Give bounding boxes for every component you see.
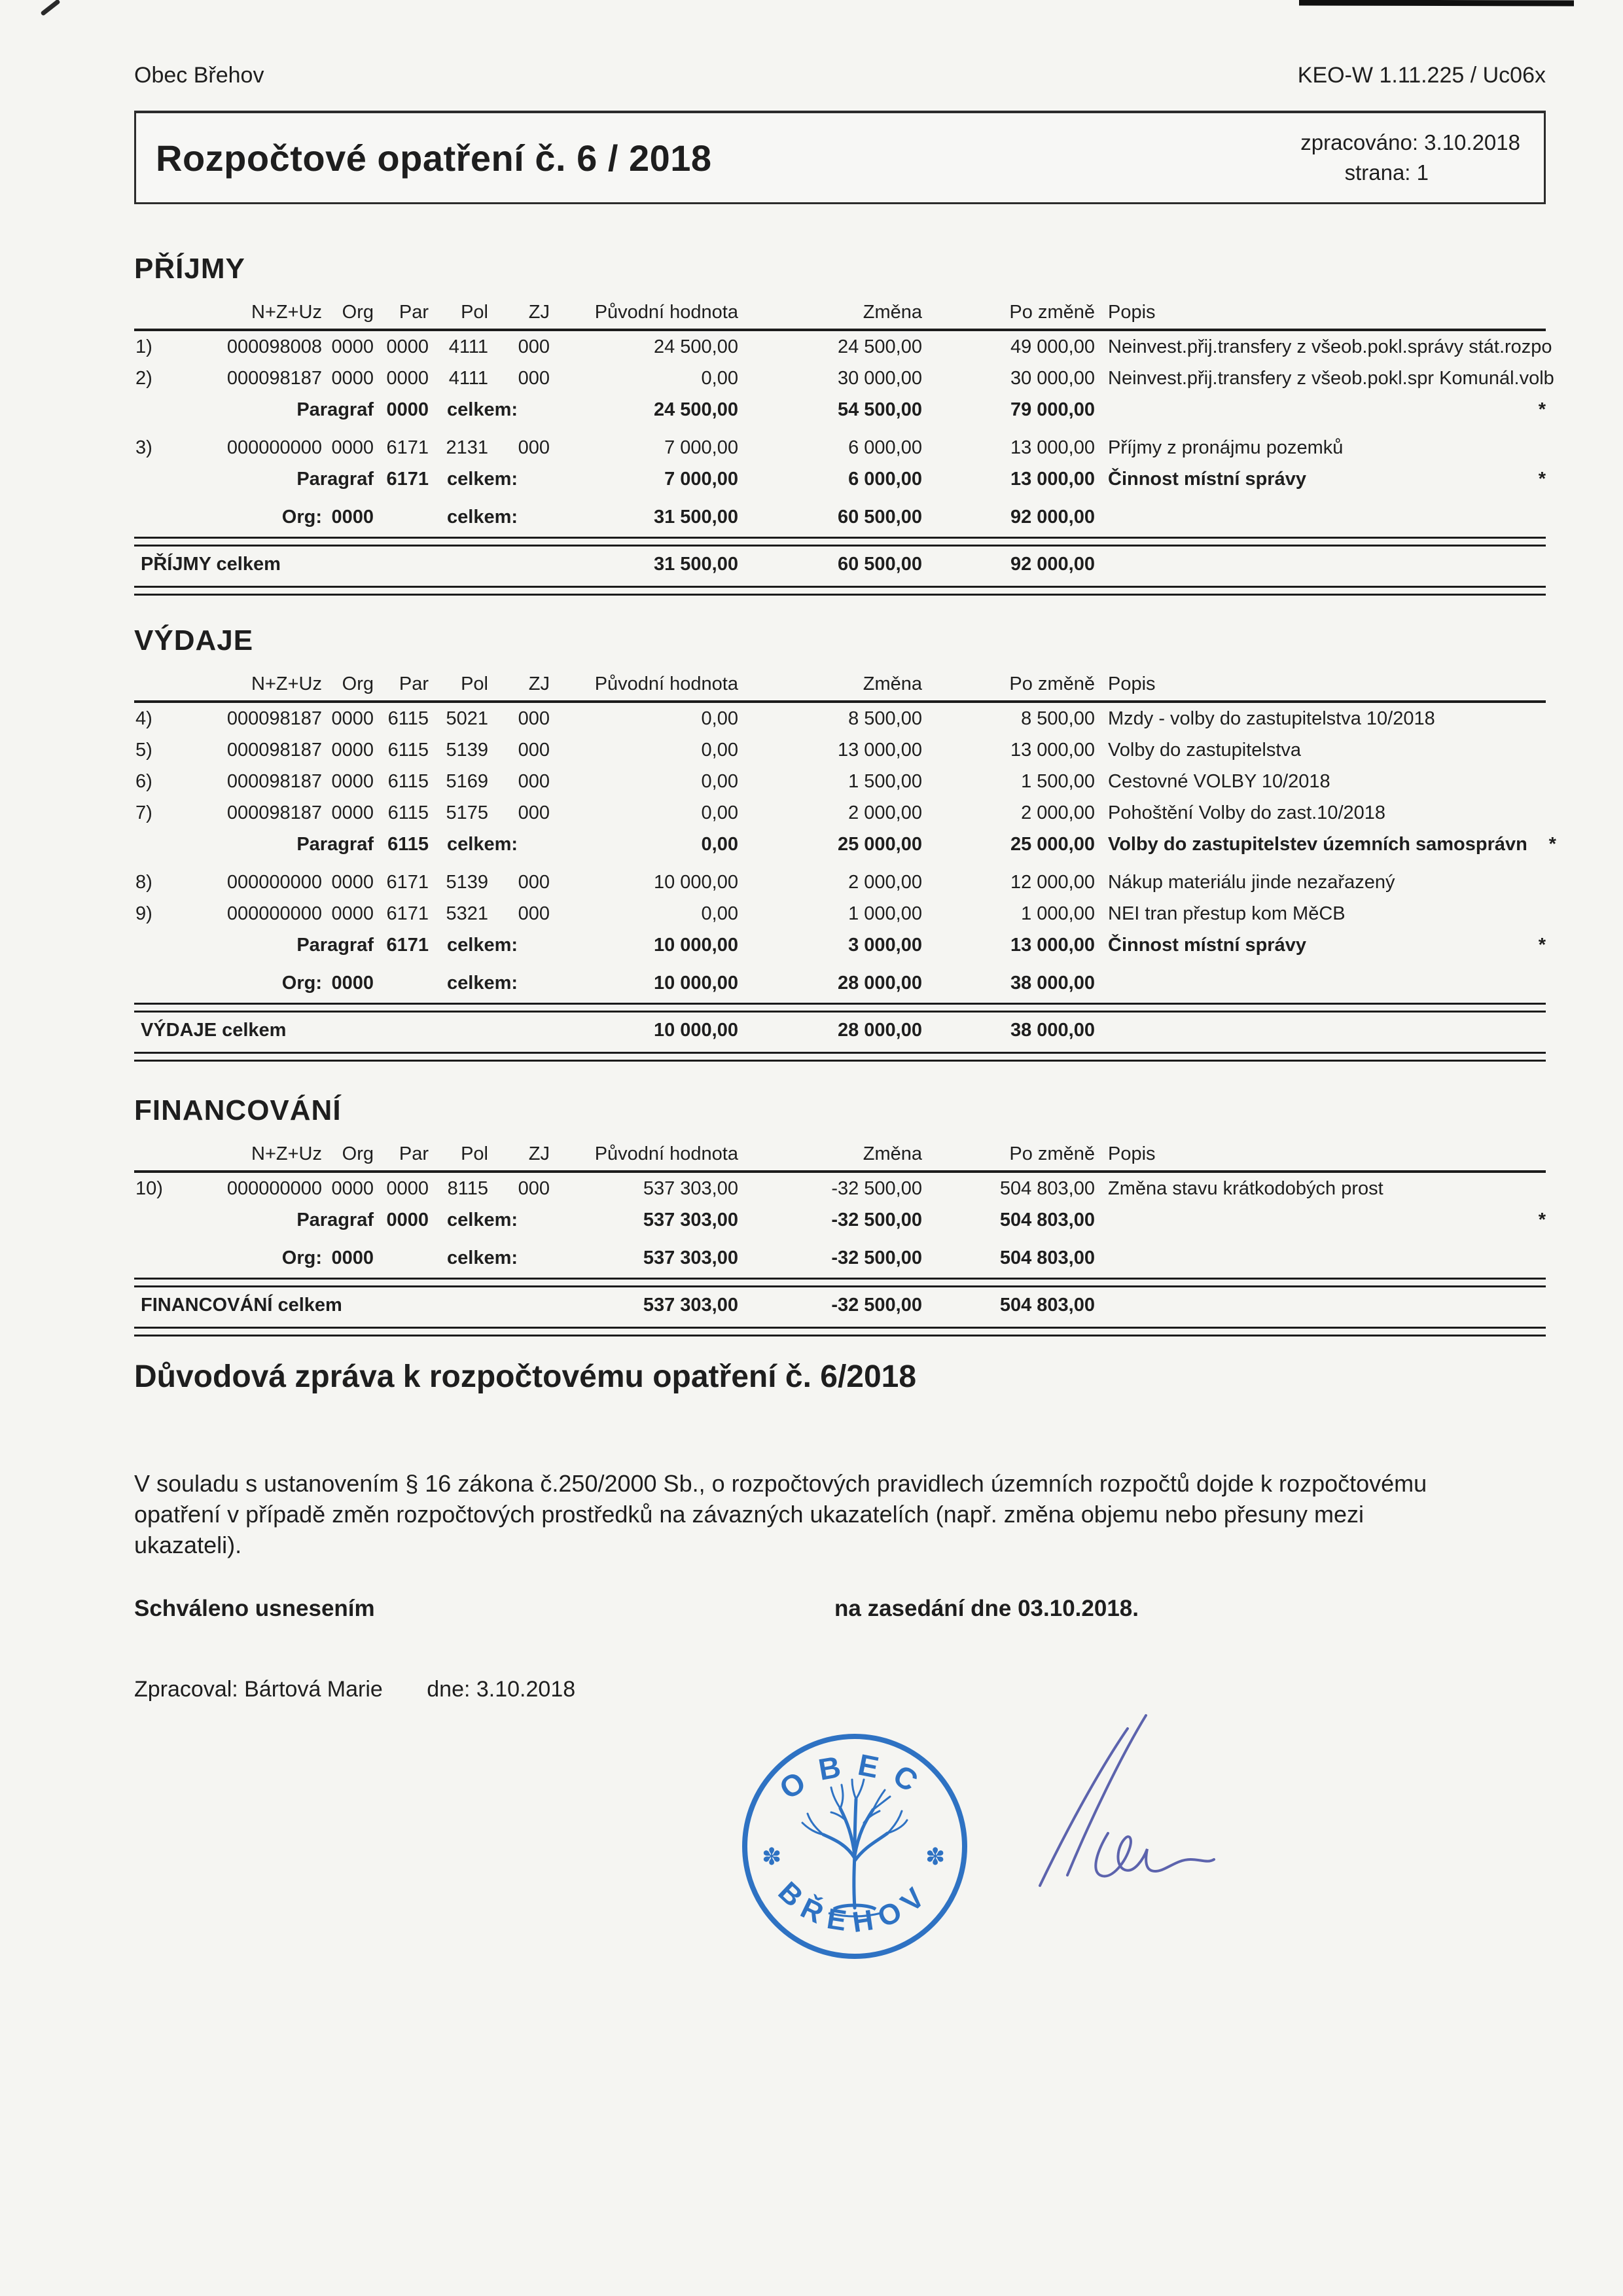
- zmena-value: -32 500,00: [831, 1177, 922, 1199]
- popis-value: Volby do zastupitelstva: [1108, 739, 1302, 761]
- approval-line: [134, 1596, 1546, 1626]
- col-org: Org: [342, 673, 374, 694]
- stamp-text-top: OBEC: [773, 1747, 936, 1806]
- pozmene-value: 13 000,00: [1010, 739, 1095, 761]
- paragraf-label: Paragraf: [296, 399, 374, 420]
- puvodni-value: 0,00: [701, 739, 738, 761]
- row-number: 7): [135, 802, 152, 823]
- pol-value: 4111: [448, 367, 488, 389]
- zmena-value: 25 000,00: [837, 833, 922, 855]
- puvodni-value: 0,00: [701, 903, 738, 924]
- col-nzuz: N+Z+Uz: [251, 673, 322, 694]
- zmena-value: 6 000,00: [848, 437, 922, 458]
- paragraf-subtotal-row: [134, 463, 1546, 495]
- zmena-value: -32 500,00: [831, 1209, 922, 1230]
- nzuz-value: 000098187: [226, 770, 322, 792]
- zmena-value: 28 000,00: [837, 972, 922, 994]
- processed-date: zpracováno: 3.10.2018: [1300, 130, 1520, 154]
- paragraf-subtotal-row: [134, 929, 1546, 961]
- prepared-by: Zpracoval: Bártová Marie: [134, 1677, 383, 1702]
- org-subtotal-row: [134, 967, 1546, 999]
- zmena-value: 54 500,00: [837, 399, 922, 420]
- popis-value: Činnost místní správy: [1108, 468, 1306, 490]
- binding-asterisk: *: [1538, 934, 1546, 956]
- pozmene-value: 504 803,00: [999, 1177, 1095, 1199]
- puvodni-value: 10 000,00: [653, 972, 738, 994]
- col-puvodni: Původní hodnota: [594, 301, 738, 323]
- approved-label: Schváleno usnesením: [134, 1596, 375, 1621]
- nzuz-value: 000000000: [226, 1177, 322, 1199]
- pol-value: 2131: [446, 437, 488, 458]
- pozmene-value: 504 803,00: [999, 1247, 1095, 1268]
- popis-value: Činnost místní správy: [1108, 934, 1306, 956]
- puvodni-value: 0,00: [701, 770, 738, 792]
- pozmene-value: 49 000,00: [1010, 336, 1095, 357]
- zmena-value: -32 500,00: [831, 1247, 922, 1268]
- row-number: 5): [135, 739, 152, 761]
- stamp-and-signature-area: [134, 1730, 1546, 2005]
- row-number: 4): [135, 708, 152, 729]
- report-paragraph: V souladu s ustanovením § 16 zákona č.250/2000 Sb., o rozpočtových pravidlech územních rozpočtů dojde k rozpočtovému opatření v případě změn rozpočtových prostředků na závazných ukazatelích (např. změna objemu nebo přesuny mezi ukazateli).: [134, 1470, 1427, 1558]
- puvodni-value: 0,00: [701, 833, 738, 855]
- section-total-label: FINANCOVÁNÍ celkem: [141, 1294, 342, 1316]
- col-pol: Pol: [461, 1143, 488, 1164]
- stamp-rosette-left: ✽: [762, 1843, 782, 1870]
- org-value: 0000: [331, 871, 374, 893]
- paragraf-label: Paragraf: [296, 934, 374, 956]
- celkem-label: celkem:: [447, 934, 518, 956]
- puvodni-value: 10 000,00: [653, 934, 738, 956]
- col-pol: Pol: [461, 673, 488, 694]
- par-value: 6115: [387, 739, 429, 761]
- pol-value: 5021: [446, 708, 488, 729]
- document-title: Rozpočtové opatření č. 6 / 2018: [156, 137, 712, 179]
- zmena-value: 1 000,00: [848, 903, 922, 924]
- puvodni-value: 0,00: [701, 802, 738, 823]
- zj-value: 000: [518, 739, 550, 761]
- par-value: 6115: [387, 708, 429, 729]
- nzuz-value: 000000000: [226, 437, 322, 458]
- table-row: [134, 432, 1546, 463]
- session-date: na zasedání dne 03.10.2018.: [834, 1596, 1139, 1621]
- puvodni-value: 7 000,00: [664, 468, 738, 490]
- col-zj: ZJ: [528, 1143, 550, 1164]
- par-value: 0000: [386, 336, 429, 357]
- par-value: 6171: [386, 437, 429, 458]
- stamp-text-bottom: BŘEHOV: [772, 1875, 938, 1939]
- puvodni-value: 24 500,00: [653, 336, 738, 357]
- popis-value: Cestovné VOLBY 10/2018: [1108, 770, 1330, 792]
- binding-asterisk: *: [1548, 833, 1556, 855]
- par-value: 6115: [387, 770, 429, 792]
- section-rule: [134, 586, 1546, 596]
- par-value: 6115: [387, 833, 429, 855]
- puvodni-value: 0,00: [701, 367, 738, 389]
- popis-value: Nákup materiálu jinde nezařazený: [1108, 871, 1395, 893]
- pozmene-value: 38 000,00: [1010, 1019, 1095, 1041]
- zmena-value: 1 500,00: [848, 770, 922, 792]
- pozmene-value: 504 803,00: [999, 1294, 1095, 1316]
- zmena-value: 30 000,00: [837, 367, 922, 389]
- col-zmena: Změna: [863, 1143, 922, 1164]
- par-value: 0000: [386, 1177, 429, 1199]
- tree-icon: [823, 1799, 887, 1908]
- puvodni-value: 10 000,00: [653, 871, 738, 893]
- col-org: Org: [342, 1143, 374, 1164]
- zj-value: 000: [518, 437, 550, 458]
- pozmene-value: 92 000,00: [1010, 506, 1095, 528]
- par-value: 6171: [386, 934, 429, 956]
- org-value: 0000: [331, 903, 374, 924]
- pozmene-value: 25 000,00: [1010, 833, 1095, 855]
- col-pozmene: Po změně: [1009, 301, 1095, 323]
- celkem-label: celkem:: [447, 1247, 518, 1268]
- zmena-value: 13 000,00: [837, 739, 922, 761]
- col-popis: Popis: [1108, 1143, 1156, 1164]
- par-value: 6171: [386, 468, 429, 490]
- zj-value: 000: [518, 367, 550, 389]
- pol-value: 4111: [448, 336, 488, 357]
- par-value: 6115: [387, 802, 429, 823]
- row-number: 2): [135, 367, 152, 389]
- col-par: Par: [399, 301, 429, 323]
- pol-value: 5321: [446, 903, 488, 924]
- org-value: 0000: [331, 708, 374, 729]
- popis-value: Volby do zastupitelstev územních samosprávn: [1108, 833, 1527, 855]
- paragraf-label: Paragraf: [296, 833, 374, 855]
- section-heading-vydaje: VÝDAJE: [134, 624, 254, 656]
- pozmene-value: 504 803,00: [999, 1209, 1095, 1230]
- col-zmena: Změna: [863, 301, 922, 323]
- puvodni-value: 537 303,00: [643, 1177, 738, 1199]
- col-pol: Pol: [461, 301, 488, 323]
- column-header-row: [134, 297, 1546, 327]
- col-org: Org: [342, 301, 374, 323]
- pozmene-value: 38 000,00: [1010, 972, 1095, 994]
- puvodni-value: 31 500,00: [653, 506, 738, 528]
- popis-value: Neinvest.přij.transfery z všeob.pokl.spr Komunál.volb: [1108, 367, 1554, 389]
- par-value: 0000: [386, 367, 429, 389]
- municipal-stamp: [738, 1730, 971, 1963]
- zmena-value: 2 000,00: [848, 802, 922, 823]
- pol-value: 8115: [447, 1177, 488, 1199]
- celkem-label: celkem:: [447, 468, 518, 490]
- prepared-line: [134, 1677, 1546, 1702]
- col-pozmene: Po změně: [1009, 1143, 1095, 1164]
- section-rule: [134, 1278, 1546, 1287]
- pozmene-value: 1 500,00: [1021, 770, 1095, 792]
- paragraf-subtotal-row: [134, 829, 1556, 860]
- section-rule: [134, 1327, 1546, 1336]
- par-value: 0000: [386, 1209, 429, 1230]
- org-value: 0000: [331, 336, 374, 357]
- puvodni-value: 10 000,00: [653, 1019, 738, 1041]
- col-puvodni: Původní hodnota: [594, 673, 738, 694]
- org-label: Org:: [281, 1247, 322, 1268]
- nzuz-value: 000098187: [226, 739, 322, 761]
- zj-value: 000: [518, 770, 550, 792]
- org-value: 0000: [331, 802, 374, 823]
- nzuz-value: 000098187: [226, 367, 322, 389]
- nzuz-value: 000098008: [226, 336, 322, 357]
- pozmene-value: 2 000,00: [1021, 802, 1095, 823]
- title-box: [134, 111, 1546, 204]
- title-meta: [1300, 128, 1544, 188]
- popis-value: Změna stavu krátkodobých prost: [1108, 1177, 1383, 1199]
- section-heading-financovani: FINANCOVÁNÍ: [134, 1094, 342, 1126]
- org-value: 0000: [331, 1247, 374, 1268]
- puvodni-value: 537 303,00: [643, 1209, 738, 1230]
- table-row: [134, 1173, 1546, 1204]
- puvodni-value: 7 000,00: [664, 437, 738, 458]
- scan-artifact: [40, 0, 60, 16]
- row-number: 6): [135, 770, 152, 792]
- celkem-label: celkem:: [447, 833, 518, 855]
- org-value: 0000: [331, 367, 374, 389]
- binding-asterisk: *: [1538, 1209, 1546, 1230]
- zmena-value: 2 000,00: [848, 871, 922, 893]
- zmena-value: -32 500,00: [831, 1294, 922, 1316]
- pozmene-value: 92 000,00: [1010, 553, 1095, 575]
- organization-name: Obec Břehov: [134, 63, 264, 88]
- paragraf-subtotal-row: [134, 394, 1546, 425]
- org-label: Org:: [281, 506, 322, 528]
- column-header-row: [134, 669, 1546, 699]
- popis-value: NEI tran přestup kom MěCB: [1108, 903, 1346, 924]
- table-row: [134, 363, 1554, 394]
- col-zmena: Změna: [863, 673, 922, 694]
- section-rule: [134, 1052, 1546, 1062]
- zmena-value: 6 000,00: [848, 468, 922, 490]
- celkem-label: celkem:: [447, 506, 518, 528]
- stamp-rosette-right: ✽: [925, 1843, 946, 1870]
- report-heading: Důvodová zpráva k rozpočtovému opatření č. 6/2018: [134, 1359, 917, 1394]
- puvodni-value: 31 500,00: [653, 553, 738, 575]
- zmena-value: 60 500,00: [837, 506, 922, 528]
- puvodni-value: 0,00: [701, 708, 738, 729]
- puvodni-value: 537 303,00: [643, 1294, 738, 1316]
- par-value: 6171: [386, 903, 429, 924]
- table-row: [134, 867, 1546, 898]
- table-row: [134, 898, 1546, 929]
- org-value: 0000: [331, 972, 374, 994]
- org-label: Org:: [281, 972, 322, 994]
- nzuz-value: 000000000: [226, 871, 322, 893]
- par-value: 6171: [386, 871, 429, 893]
- org-value: 0000: [331, 437, 374, 458]
- celkem-label: celkem:: [447, 972, 518, 994]
- table-row: [134, 703, 1546, 734]
- pozmene-value: 30 000,00: [1010, 367, 1095, 389]
- section-total-label: PŘÍJMY celkem: [141, 553, 281, 575]
- col-par: Par: [399, 1143, 429, 1164]
- section-total-row: [134, 1013, 1546, 1048]
- zj-value: 000: [518, 871, 550, 893]
- col-nzuz: N+Z+Uz: [251, 301, 322, 323]
- row-number: 8): [135, 871, 152, 893]
- paragraf-label: Paragraf: [296, 468, 374, 490]
- par-value: 0000: [386, 399, 429, 420]
- pozmene-value: 79 000,00: [1010, 399, 1095, 420]
- section-total-row: [134, 547, 1546, 582]
- col-popis: Popis: [1108, 301, 1156, 323]
- pol-value: 5169: [446, 770, 488, 792]
- popis-value: Pohoštění Volby do zast.10/2018: [1108, 802, 1386, 823]
- system-version: KEO-W 1.11.225 / Uc06x: [1297, 63, 1546, 88]
- zmena-value: 60 500,00: [837, 553, 922, 575]
- puvodni-value: 537 303,00: [643, 1247, 738, 1268]
- row-number: 1): [135, 336, 152, 357]
- document-content: [134, 0, 1556, 2005]
- section-heading-prijmy: PŘÍJMY: [134, 253, 245, 285]
- col-pozmene: Po změně: [1009, 673, 1095, 694]
- row-number: 10): [135, 1177, 163, 1199]
- org-value: 0000: [331, 739, 374, 761]
- popis-value: Mzdy - volby do zastupitelstva 10/2018: [1108, 708, 1435, 729]
- zj-value: 000: [518, 802, 550, 823]
- col-par: Par: [399, 673, 429, 694]
- pozmene-value: 12 000,00: [1010, 871, 1095, 893]
- column-header-row: [134, 1139, 1546, 1169]
- paragraf-subtotal-row: [134, 1204, 1546, 1236]
- table-row: [134, 797, 1546, 829]
- zj-value: 000: [518, 708, 550, 729]
- col-popis: Popis: [1108, 673, 1156, 694]
- pozmene-value: 1 000,00: [1021, 903, 1095, 924]
- section-total-row: [134, 1287, 1546, 1323]
- pozmene-value: 13 000,00: [1010, 934, 1095, 956]
- page-header: [134, 63, 1546, 88]
- pozmene-value: 13 000,00: [1010, 468, 1095, 490]
- org-value: 0000: [331, 1177, 374, 1199]
- org-value: 0000: [331, 506, 374, 528]
- col-zj: ZJ: [528, 673, 550, 694]
- paragraf-label: Paragraf: [296, 1209, 374, 1230]
- binding-asterisk: *: [1538, 399, 1546, 420]
- org-subtotal-row: [134, 501, 1546, 533]
- celkem-label: celkem:: [447, 399, 518, 420]
- col-nzuz: N+Z+Uz: [251, 1143, 322, 1164]
- row-number: 9): [135, 903, 152, 924]
- nzuz-value: 000098187: [226, 802, 322, 823]
- zj-value: 000: [518, 903, 550, 924]
- nzuz-value: 000098187: [226, 708, 322, 729]
- zmena-value: 3 000,00: [848, 934, 922, 956]
- pol-value: 5139: [446, 739, 488, 761]
- pol-value: 5139: [446, 871, 488, 893]
- col-zj: ZJ: [528, 301, 550, 323]
- table-row: [134, 766, 1546, 797]
- row-number: 3): [135, 437, 152, 458]
- org-value: 0000: [331, 770, 374, 792]
- zmena-value: 8 500,00: [848, 708, 922, 729]
- zj-value: 000: [518, 1177, 550, 1199]
- section-rule: [134, 537, 1546, 547]
- binding-asterisk: *: [1538, 468, 1546, 490]
- page-number: strana: 1: [1344, 160, 1429, 185]
- pol-value: 5175: [446, 802, 488, 823]
- nzuz-value: 000000000: [226, 903, 322, 924]
- popis-value: Příjmy z pronájmu pozemků: [1108, 437, 1344, 458]
- puvodni-value: 24 500,00: [653, 399, 738, 420]
- handwritten-signature: [1011, 1704, 1234, 1907]
- celkem-label: celkem:: [447, 1209, 518, 1230]
- pozmene-value: 13 000,00: [1010, 437, 1095, 458]
- pozmene-value: 8 500,00: [1021, 708, 1095, 729]
- col-puvodni: Původní hodnota: [594, 1143, 738, 1164]
- org-subtotal-row: [134, 1242, 1546, 1274]
- table-row: [134, 331, 1552, 363]
- popis-value: Neinvest.přij.transfery z všeob.pokl.správy stát.rozpo: [1108, 336, 1552, 357]
- zj-value: 000: [518, 336, 550, 357]
- zmena-value: 24 500,00: [837, 336, 922, 357]
- prepared-date: dne: 3.10.2018: [427, 1677, 576, 1702]
- table-row: [134, 734, 1546, 766]
- zmena-value: 28 000,00: [837, 1019, 922, 1041]
- section-rule: [134, 1003, 1546, 1013]
- section-total-label: VÝDAJE celkem: [141, 1019, 287, 1041]
